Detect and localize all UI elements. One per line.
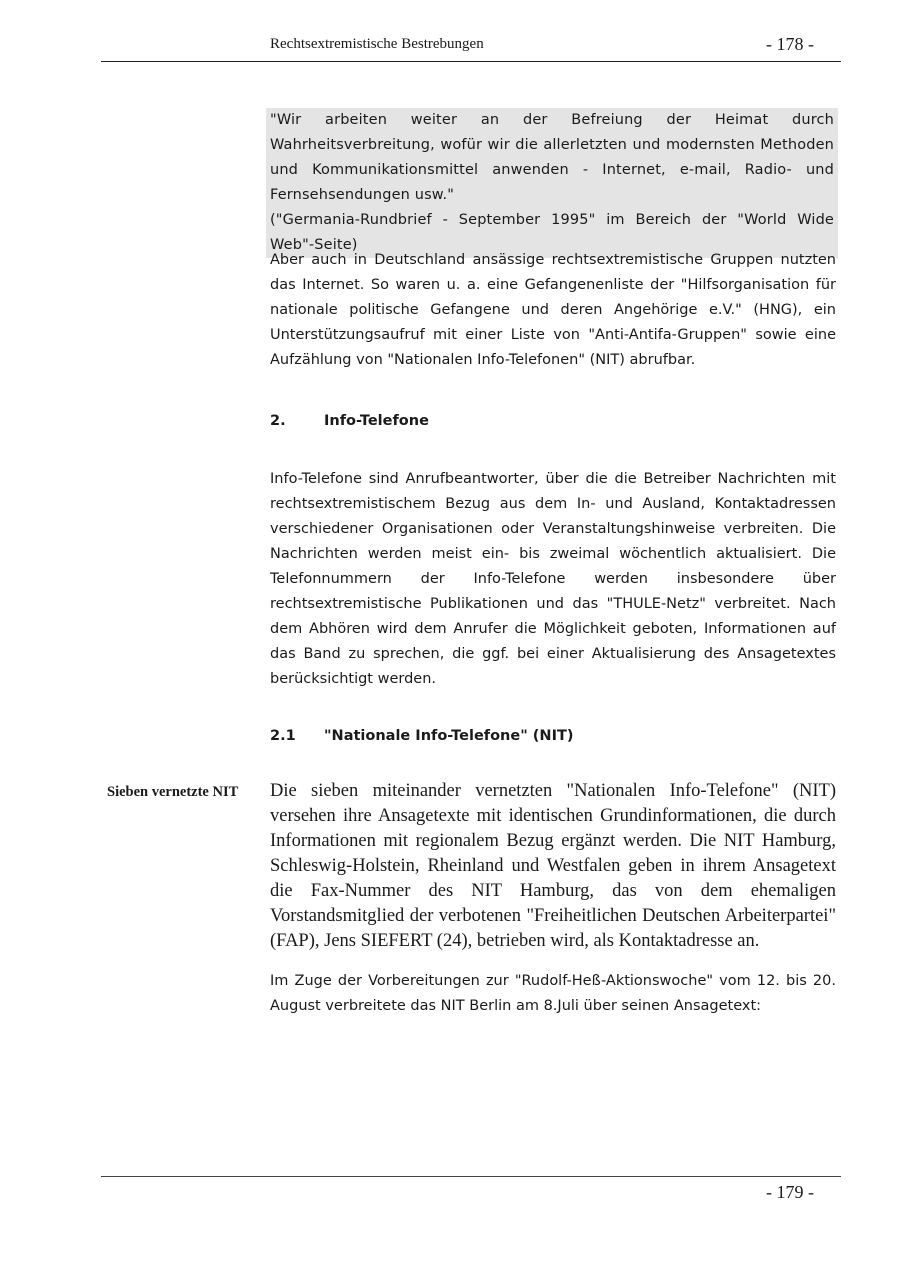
section-title: Info-Telefone xyxy=(324,413,429,429)
section-number: 2. xyxy=(270,413,286,429)
section-heading-info-telefone xyxy=(270,413,429,429)
subsection-heading-nit xyxy=(270,728,573,744)
quote-text: "Wir arbeiten weiter an der Befreiung der Heimat durch Wahrheitsverbreitung, wofür wir die allerletzten und modernsten Methoden und Kommunikationsmittel anwenden - Internet, e-mail, Radio- und Fernsehsendungen usw." xyxy=(270,112,834,203)
quote-box xyxy=(266,108,838,258)
paragraph-hess: Im Zuge der Vorbereitungen zur "Rudolf-Heß-Aktionswoche" vom 12. bis 20. August verbreitete das NIT Berlin am 8.Juli über seinen Ansagetext: xyxy=(270,973,836,1014)
footer-rule xyxy=(101,1176,841,1177)
paragraph-info-telefone: Info-Telefone sind Anrufbeantworter, über die die Betreiber Nachrichten mit rechtsextremistischem Bezug aus dem In- und Ausland, Kontaktadressen verschiedener Organisationen oder Veranstaltungshinweise verbreiten. Die Nachrichten werden meist ein- bis zweimal wöchentlich aktualisiert. Die Telefonnummern der Info-Telefone werden insbesondere über rechtsextremistische Publikationen und das "THULE-Netz" verbreitet. Nach dem Abhören wird dem Anrufer die Möglichkeit geboten, Informationen auf das Band zu sprechen, die ggf. bei einer Aktualisierung des Ansagetextes berücksichtigt werden. xyxy=(270,471,836,687)
page-number-top: - 178 - xyxy=(766,34,814,54)
subsection-number: 2.1 xyxy=(270,728,296,744)
margin-note: Sieben vernetzte NIT xyxy=(107,784,239,800)
subsection-title: "Nationale Info-Telefone" (NIT) xyxy=(324,728,574,744)
paragraph-internet: Aber auch in Deutschland ansässige rechtsextremistische Gruppen nutzten das Internet. So waren u. a. eine Gefangenenliste der "Hilfsorganisation für nationale politische Gefangene und deren Angehörige e.V." (HNG), ein Unterstützungsaufruf mit einer Liste von "Anti-Antifa-Gruppen" sowie eine Aufzählung von "Nationalen Info-Telefonen" (NIT) abrufbar. xyxy=(270,252,836,368)
running-header-title: Rechtsextremistische Bestrebungen xyxy=(270,36,484,52)
header-rule xyxy=(101,61,841,62)
page-number-bottom: - 179 - xyxy=(766,1182,814,1202)
quote-source: ("Germania-Rundbrief - September 1995" im Bereich der "World Wide Web"-Seite) xyxy=(270,212,834,253)
paragraph-nit: Die sieben miteinander vernetzten "Nationalen Info-Telefone" (NIT) versehen ihre Ansagetexte mit identischen Grundinformationen, die durch Informationen mit regionalem Bezug ergänzt werden. Die NIT Hamburg, Schleswig-Holstein, Rheinland und Westfalen geben in ihrem Ansagetext die Fax-Nummer des NIT Hamburg, das von dem ehemaligen Vorstandsmitglied der verbotenen "Freiheitlichen Deutschen Arbeiterpartei" (FAP), Jens SIEFERT (24), betrieben wird, als Kontaktadresse an. xyxy=(270,781,836,951)
